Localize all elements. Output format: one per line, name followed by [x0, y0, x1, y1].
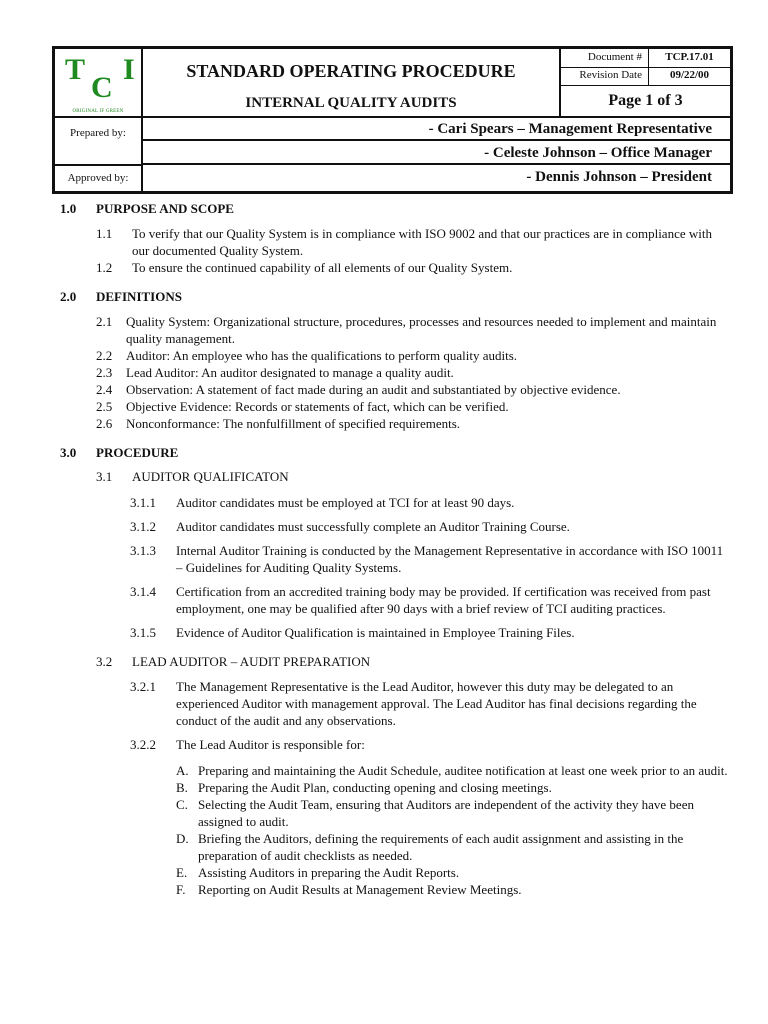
- document-subtitle: INTERNAL QUALITY AUDITS: [245, 95, 457, 111]
- section-heading: [60, 444, 730, 461]
- item-text: Auditor candidates must successfully complete an Auditor Training Course.: [176, 519, 570, 534]
- section-title: PURPOSE AND SCOPE: [96, 201, 234, 216]
- item-number: 3.1.3: [130, 543, 156, 558]
- section-title: PROCEDURE: [96, 445, 179, 460]
- list-item: [60, 225, 730, 259]
- prepared-by-label: Prepared by:: [55, 118, 143, 166]
- logo-tagline: ORIGINAL IF GREEN: [72, 109, 124, 114]
- list-item: [60, 678, 730, 729]
- item-text: Objective Evidence: Records or statements of fact, which can be verified.: [126, 399, 509, 414]
- revision-date-value: 09/22/00: [669, 69, 710, 81]
- item-text: Auditor: An employee who has the qualifications to perform quality audits.: [126, 348, 518, 363]
- list-item: [60, 415, 730, 432]
- list-item: [60, 381, 730, 398]
- list-item: [60, 796, 730, 830]
- list-item: [60, 259, 730, 276]
- item-text: Reporting on Audit Results at Management Review Meetings.: [198, 882, 522, 897]
- list-item: [60, 518, 730, 535]
- item-letter: D.: [176, 831, 189, 846]
- list-item: [60, 347, 730, 364]
- item-number: 2.4: [96, 382, 113, 397]
- item-text: Observation: A statement of fact made during an audit and substantiated by objective evidence.: [126, 382, 621, 397]
- item-number: 2.5: [96, 399, 113, 414]
- page-indicator: Page 1 of 3: [608, 92, 683, 109]
- item-text: To ensure the continued capability of all elements of our Quality System.: [132, 260, 513, 275]
- approver-1: - Dennis Johnson – President: [526, 169, 712, 185]
- item-number: 2.3: [96, 365, 113, 380]
- document-body: [60, 200, 730, 898]
- item-text: Selecting the Audit Team, ensuring that Auditors are independent of the activity they have been assigned to audit.: [198, 797, 694, 829]
- item-text: Auditor candidates must be employed at TCI for at least 90 days.: [176, 495, 515, 510]
- list-item: [60, 779, 730, 796]
- item-number: 3.1.1: [130, 495, 156, 510]
- item-number: 3.1.5: [130, 625, 156, 640]
- item-text: Quality System: Organizational structure, procedures, processes and resources needed to implement and maintain quality management.: [126, 314, 717, 346]
- item-number: 1.2: [96, 260, 113, 275]
- item-text: The Management Representative is the Lead Auditor, however this duty may be delegated to an experienced Auditor with management approval. The Lead Auditor has final decisions regarding the conduct of the audit and any observations.: [176, 679, 697, 728]
- item-number: 2.1: [96, 314, 113, 329]
- item-text: Preparing the Audit Plan, conducting opening and closing meetings.: [198, 780, 552, 795]
- list-item: [60, 736, 730, 753]
- subsection-number: 3.2: [96, 654, 113, 669]
- item-letter: B.: [176, 780, 188, 795]
- logo-letter-c: C: [91, 71, 113, 104]
- item-text: Briefing the Auditors, defining the requirements of each audit assignment and assisting in the preparation of audit checklists as needed.: [198, 831, 684, 863]
- item-text: The Lead Auditor is responsible for:: [176, 737, 365, 752]
- document-meta: [561, 49, 730, 118]
- approved-by-label: Approved by:: [55, 166, 143, 191]
- document-title: STANDARD OPERATING PROCEDURE: [186, 61, 516, 81]
- tci-logo: [55, 49, 143, 118]
- subsection-heading: [60, 653, 730, 670]
- item-letter: E.: [176, 865, 188, 880]
- logo-letter-t: T: [65, 53, 86, 86]
- list-item: [60, 398, 730, 415]
- item-number: 2.2: [96, 348, 113, 363]
- list-item: [60, 624, 730, 641]
- list-item: [60, 542, 730, 576]
- list-item: [60, 830, 730, 864]
- list-item: [60, 494, 730, 511]
- item-number: 3.1.4: [130, 584, 156, 599]
- item-text: Certification from an accredited training body may be provided. If certification was received from past employment, one may be qualified after 90 days with a brief review of TCI auditing practices.: [176, 584, 711, 616]
- subsection-number: 3.1: [96, 469, 113, 484]
- item-letter: A.: [176, 763, 189, 778]
- item-text: Nonconformance: The nonfulfillment of specified requirements.: [126, 416, 461, 431]
- item-number: 3.2.1: [130, 679, 156, 694]
- item-number: 1.1: [96, 226, 113, 241]
- doc-number-label: Document #: [561, 49, 649, 67]
- item-text: Internal Auditor Training is conducted by the Management Representative in accordance with ISO 10011 – Guidelines for Auditing Quality Systems.: [176, 543, 724, 575]
- section-number: 2.0: [60, 289, 77, 304]
- list-item: [60, 583, 730, 617]
- logo-letter-i: I: [123, 53, 135, 86]
- section-title: DEFINITIONS: [96, 289, 182, 304]
- list-item: [60, 364, 730, 381]
- section-number: 1.0: [60, 201, 77, 216]
- item-letter: F.: [176, 882, 186, 897]
- doc-number-value: TCP.17.01: [665, 51, 714, 63]
- list-item: [60, 762, 730, 779]
- preparer-1: - Cari Spears – Management Representative: [143, 118, 730, 141]
- item-number: 2.6: [96, 416, 113, 431]
- list-item: [60, 881, 730, 898]
- list-item: [60, 313, 730, 347]
- subsection-title: AUDITOR QUALIFICATON: [132, 469, 289, 484]
- preparer-2: - Celeste Johnson – Office Manager: [143, 142, 730, 165]
- item-number: 3.1.2: [130, 519, 156, 534]
- item-number: 3.2.2: [130, 737, 156, 752]
- section-number: 3.0: [60, 445, 77, 460]
- subsection-heading: [60, 468, 730, 485]
- item-text: Lead Auditor: An auditor designated to manage a quality audit.: [126, 365, 454, 380]
- header-table: [52, 46, 733, 194]
- subsection-title: LEAD AUDITOR – AUDIT PREPARATION: [132, 654, 371, 669]
- item-text: Assisting Auditors in preparing the Audit Reports.: [198, 865, 460, 880]
- section-heading: [60, 200, 730, 217]
- list-item: [60, 864, 730, 881]
- item-letter: C.: [176, 797, 188, 812]
- title-cell: [143, 49, 561, 118]
- item-text: Preparing and maintaining the Audit Schedule, auditee notification at least one week prior to an audit.: [198, 763, 728, 778]
- item-text: To verify that our Quality System is in compliance with ISO 9002 and that our practices are in compliance with our documented Quality System.: [132, 226, 712, 258]
- item-text: Evidence of Auditor Qualification is maintained in Employee Training Files.: [176, 625, 575, 640]
- section-heading: [60, 288, 730, 305]
- revision-date-label: Revision Date: [561, 67, 649, 85]
